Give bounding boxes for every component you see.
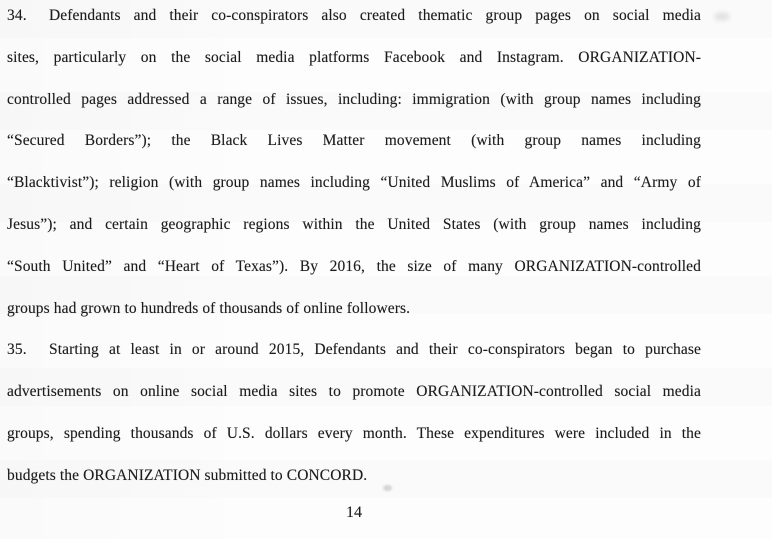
- line-text: Starting at least in or around 2015, Defendants and their co-conspirators began to purchase: [49, 341, 701, 359]
- text-line: sites, particularly on the social media platforms Facebook and Instagram. ORGANIZATION-: [7, 48, 701, 66]
- paragraph-35-start-line: [7, 329, 701, 371]
- text-line: “South United” and “Heart of Texas”). By 2016, the size of many ORGANIZATION-controlled: [7, 257, 701, 275]
- paragraph-35-number: 35.: [7, 341, 27, 359]
- paragraph-35-last-line: budgets the ORGANIZATION submitted to CONCORD.: [7, 466, 368, 484]
- text-line: “Secured Borders”); the Black Lives Matter movement (with group names including: [7, 132, 701, 150]
- scan-artifact-smudge: [714, 12, 730, 21]
- text-line: controlled pages addressed a range of issues, including: immigration (with group names including: [7, 90, 701, 108]
- paragraph-34-last-line: groups had grown to hundreds of thousands of online followers.: [7, 299, 411, 317]
- scan-artifact-smudge: [383, 485, 392, 491]
- text-line: advertisements on online social media sites to promote ORGANIZATION-controlled social media: [7, 383, 701, 401]
- text-line: “Blacktivist”); religion (with group names including “United Muslims of America” and “Army of: [7, 174, 701, 192]
- document-text-block: [7, 0, 701, 497]
- text-line: Jesus”); and certain geographic regions within the United States (with group names including: [7, 215, 701, 233]
- paragraph-34-start-line: [7, 0, 701, 37]
- page-number: 14: [346, 504, 362, 521]
- text-line: groups, spending thousands of U.S. dollars every month. These expenditures were included in the: [7, 424, 701, 442]
- paragraph-34-number: 34.: [7, 7, 27, 24]
- line-text: Defendants and their co-conspirators also created thematic group pages on social media: [49, 7, 701, 24]
